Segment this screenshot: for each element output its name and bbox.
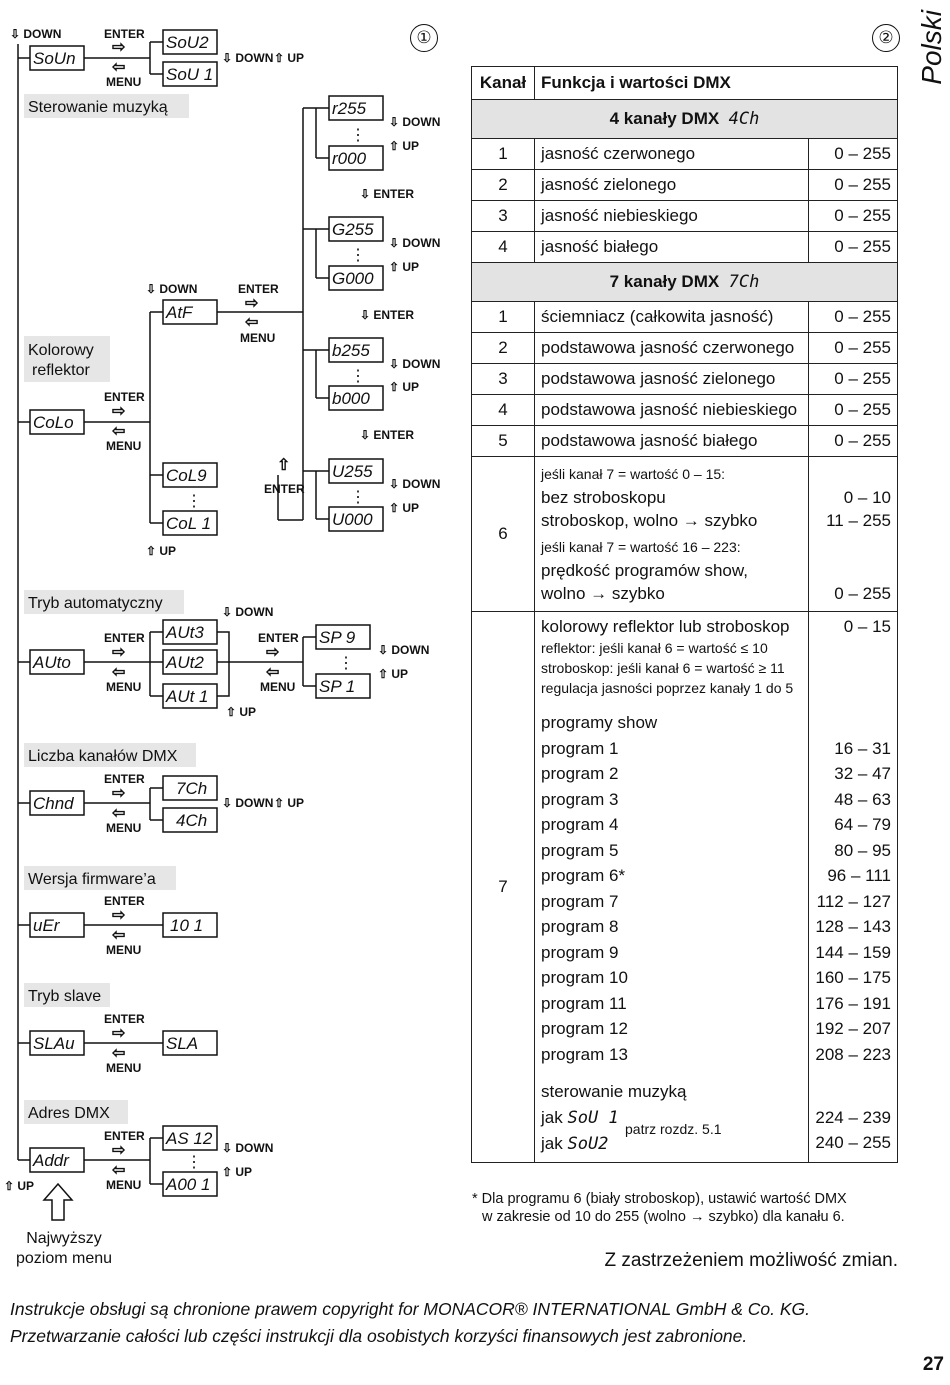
menu-arrow-icon: ⇦ bbox=[266, 664, 280, 681]
menu-arrow-icon: ⇦ bbox=[112, 423, 126, 440]
up-key-label: ⇧ UP bbox=[222, 1165, 253, 1179]
lcd-sou1: SoU 1 bbox=[166, 65, 214, 84]
enter-arrow-icon: ⇨ bbox=[112, 644, 126, 661]
table-row: 2 jasność zielonego 0 – 255 bbox=[472, 170, 898, 201]
header-function: Funkcja i wartości DMX bbox=[535, 67, 898, 100]
menu-key-label: MENU bbox=[106, 439, 142, 453]
enter-key-label: ENTER bbox=[104, 1129, 145, 1143]
menu-arrow-icon: ⇦ bbox=[112, 59, 126, 76]
up-key-label: ⇧ UP bbox=[274, 51, 305, 65]
program-name: program 10 bbox=[541, 968, 628, 987]
enter-key-label: ENTER bbox=[104, 27, 145, 41]
section-slave-label: Tryb slave bbox=[28, 988, 102, 1005]
lcd-soun: SoUn bbox=[33, 49, 76, 68]
group-4-channels: 4 kanały DMX 4Ch bbox=[472, 100, 898, 139]
enter-arrow-icon: ⇨ bbox=[266, 644, 280, 661]
enter-key-label: ENTER bbox=[104, 772, 145, 786]
enter-key-label: ENTER bbox=[238, 282, 279, 296]
down-key-label: ⇩ DOWN bbox=[378, 643, 430, 657]
section-music-label: Sterowanie muzyką bbox=[28, 99, 168, 116]
program-value: 160 – 175 bbox=[815, 968, 891, 987]
panel-1-number: ① bbox=[410, 24, 438, 52]
menu-arrow-icon: ⇦ bbox=[112, 805, 126, 822]
menu-key-label: MENU bbox=[106, 821, 142, 835]
down-key-label: ⇩ DOWN bbox=[389, 236, 441, 250]
program-value: 16 – 31 bbox=[834, 738, 891, 758]
menu-key-label: MENU bbox=[106, 1178, 142, 1192]
lcd-col9: CoL9 bbox=[166, 466, 207, 485]
ellipsis: ⋮ bbox=[186, 493, 202, 510]
language-label: Polski bbox=[916, 10, 947, 85]
table-row: 3 jasność niebieskiego 0 – 255 bbox=[472, 201, 898, 232]
down-enter-label: ⇩ ENTER bbox=[360, 308, 415, 322]
enter-key-label: ENTER bbox=[258, 631, 299, 645]
table-row: 3 podstawowa jasność zielonego 0 – 255 bbox=[472, 364, 898, 395]
enter-arrow-icon: ⇨ bbox=[112, 785, 126, 802]
program-name: program 11 bbox=[541, 993, 627, 1013]
footnote: * Dla programu 6 (biały stroboskop), ustawić wartość DMX w zakresie od 10 do 255 (wolno → szybko) dla kanału 6. bbox=[472, 1191, 847, 1225]
ellipsis: ⋮ bbox=[350, 247, 366, 264]
program-value: 80 – 95 bbox=[834, 840, 891, 860]
up-arrow-icon: ⇧ bbox=[277, 457, 291, 474]
down-enter-label: ⇩ ENTER bbox=[360, 428, 415, 442]
program-value: 176 – 191 bbox=[815, 993, 891, 1013]
table-row: 5 podstawowa jasność białego 0 – 255 bbox=[472, 426, 898, 457]
program-name: program 7 bbox=[541, 891, 619, 911]
panel-2-number: ② bbox=[872, 24, 900, 52]
section-color-label-2: reflektor bbox=[32, 362, 90, 379]
lcd-sla: SLA bbox=[166, 1034, 199, 1053]
ellipsis: ⋮ bbox=[338, 655, 354, 672]
table-row: 1 jasność czerwonego 0 – 255 bbox=[472, 139, 898, 170]
menu-arrow-icon: ⇦ bbox=[245, 314, 259, 331]
changes-notice: Z zastrzeżeniem możliwość zmian. bbox=[604, 1250, 898, 1271]
ellipsis: ⋮ bbox=[350, 127, 366, 144]
program-name: program 6* bbox=[541, 866, 626, 885]
menu-arrow-icon: ⇦ bbox=[112, 1162, 126, 1179]
lcd-g000: G000 bbox=[332, 269, 374, 288]
program-value: 192 – 207 bbox=[815, 1019, 891, 1038]
program-name: program 8 bbox=[541, 917, 619, 936]
section-channels-label: Liczba kanałów DMX bbox=[28, 748, 178, 765]
down-key-label: ⇩ DOWN bbox=[10, 27, 62, 41]
up-key-label: ⇧ UP bbox=[378, 667, 409, 681]
lcd-u000: U000 bbox=[332, 510, 373, 529]
program-value: 64 – 79 bbox=[834, 815, 891, 834]
program-name: program 5 bbox=[541, 840, 619, 860]
down-key-label: ⇩ DOWN bbox=[222, 605, 274, 619]
program-name: program 9 bbox=[541, 942, 619, 962]
program-name: program 3 bbox=[541, 789, 619, 809]
enter-key-label: ENTER bbox=[104, 894, 145, 908]
program-name: program 2 bbox=[541, 764, 619, 783]
top-level-label: Najwyższy bbox=[26, 1230, 102, 1247]
enter-arrow-icon: ⇨ bbox=[112, 39, 126, 56]
lcd-7ch: 7Ch bbox=[176, 779, 208, 798]
menu-key-label: MENU bbox=[106, 680, 142, 694]
lcd-addr: Addr bbox=[33, 1151, 69, 1170]
lcd-sp1: SP 1 bbox=[319, 677, 356, 696]
program-name: program 4 bbox=[541, 815, 619, 834]
lcd-chnd: Chnd bbox=[33, 794, 74, 813]
up-key-label: ⇧ UP bbox=[226, 705, 257, 719]
up-key-label: ⇧ UP bbox=[389, 380, 420, 394]
program-name: program 13 bbox=[541, 1044, 628, 1064]
menu-key-label: MENU bbox=[240, 331, 276, 345]
menu-arrow-icon: ⇦ bbox=[112, 664, 126, 681]
lcd-auto: AUto bbox=[33, 653, 71, 672]
lcd-colo: CoLo bbox=[33, 413, 74, 432]
menu-key-label: MENU bbox=[106, 75, 142, 89]
lcd-aut1: AUt 1 bbox=[166, 687, 209, 706]
top-level-arrow-icon bbox=[44, 1184, 72, 1220]
program-value: 144 – 159 bbox=[815, 942, 891, 962]
enter-key-label: ENTER bbox=[104, 1012, 145, 1026]
lcd-uer: uEr bbox=[33, 916, 60, 935]
top-level-label-2: poziom menu bbox=[15, 1250, 113, 1267]
program-value: 112 – 127 bbox=[816, 891, 891, 911]
lcd-b000: b000 bbox=[332, 389, 370, 408]
lcd-aut2: AUt2 bbox=[166, 653, 204, 672]
menu-key-label: MENU bbox=[106, 943, 142, 957]
lcd-r000: r000 bbox=[332, 149, 367, 168]
up-key-label: ⇧ UP bbox=[389, 501, 420, 515]
ellipsis: ⋮ bbox=[350, 368, 366, 385]
enter-arrow-icon: ⇨ bbox=[112, 907, 126, 924]
table-row: 4 jasność białego 0 – 255 bbox=[472, 232, 898, 263]
up-key-label: ⇧ UP bbox=[146, 544, 177, 558]
lcd-sp9: SP 9 bbox=[319, 628, 356, 647]
ellipsis: ⋮ bbox=[350, 489, 366, 506]
section-auto-label: Tryb automatyczny bbox=[28, 595, 163, 612]
menu-structure-diagram bbox=[0, 0, 460, 1290]
copyright-notice: Instrukcje obsługi są chronione prawem copyright for MONACOR® INTERNATIONAL GmbH & Co. KG. Przetwarzanie całości lub części instrukcji dla osobistych korzyści finansowych jest zabronione. bbox=[10, 1299, 811, 1346]
program-value: 96 – 111 bbox=[827, 866, 891, 885]
lcd-u255: U255 bbox=[332, 462, 373, 481]
down-key-label: ⇩ DOWN bbox=[222, 51, 274, 65]
lcd-aut3: AUt3 bbox=[166, 623, 204, 642]
down-key-label: ⇩ DOWN bbox=[222, 796, 274, 810]
lcd-a001: A00 1 bbox=[166, 1175, 211, 1194]
up-key-label: ⇧ UP bbox=[4, 1179, 35, 1193]
table-row: 4 podstawowa jasność niebieskiego 0 – 255 bbox=[472, 395, 898, 426]
enter-arrow-icon: ⇨ bbox=[112, 1142, 126, 1159]
up-key-label: ⇧ UP bbox=[274, 796, 305, 810]
program-value: 48 – 63 bbox=[834, 789, 891, 809]
menu-arrow-icon: ⇦ bbox=[112, 927, 126, 944]
lcd-b255: b255 bbox=[332, 341, 370, 360]
table-row-channel-7: 7 kolorowy reflektor lub stroboskop reflektor: jeśli kanał 6 = wartość ≤ 10 stroboskop: jeśli kanał 6 = wartość ≥ 11 regulacja jasności poprzez kanały 1 do 5 programy show program 1 program 2 program 3 program 4 program 5 program 6* program 7 program 8 program 9 program 10 program 11 program 12 program 13 sterowanie muzyką jak SoU 1 patrz rozdz. 5.1 jak SoU2 0 – 15 16 – 31 32 – 47 48 – 63 64 – 79 80 – 95 96 – 111 112 – 127 128 – 143 144 – 159 160 – 175 176 – 191 192 – 207 208 – 223 224 – 239 240 – 255 bbox=[472, 612, 898, 1163]
down-key-label: ⇩ DOWN bbox=[146, 282, 198, 296]
chapter-reference: patrz rozdz. 5.1 bbox=[625, 1120, 722, 1137]
group-7-channels: 7 kanały DMX 7Ch bbox=[472, 263, 898, 302]
table-row: 1 ściemniacz (całkowita jasność) 0 – 255 bbox=[472, 302, 898, 333]
section-color-label: Kolorowy bbox=[28, 342, 94, 359]
menu-key-label: MENU bbox=[106, 1061, 142, 1075]
enter-arrow-icon: ⇨ bbox=[112, 1025, 126, 1042]
program-value: 208 – 223 bbox=[815, 1044, 891, 1064]
page-number: 27 bbox=[922, 1354, 944, 1375]
up-key-label: ⇧ UP bbox=[389, 139, 420, 153]
program-name: program 12 bbox=[541, 1019, 628, 1038]
down-key-label: ⇩ DOWN bbox=[389, 357, 441, 371]
down-enter-label: ⇩ ENTER bbox=[360, 187, 415, 201]
menu-arrow-icon: ⇦ bbox=[112, 1045, 126, 1062]
enter-arrow-icon: ⇨ bbox=[245, 295, 259, 312]
program-value: 32 – 47 bbox=[834, 764, 891, 783]
program-value: 128 – 143 bbox=[815, 917, 891, 936]
dmx-function-table bbox=[471, 66, 898, 1163]
menu-key-label: MENU bbox=[260, 680, 296, 694]
table-row-channel-6: 6 jeśli kanał 7 = wartość 0 – 15: bez stroboskopu stroboskop, wolno → szybko jeśli kanał 7 = wartość 16 – 223: prędkość programów show, wolno → szybko 0 – 10 11 – 255 0 – 255 bbox=[472, 457, 898, 612]
lcd-as12: AS 12 bbox=[166, 1129, 213, 1148]
lcd-sou2: SoU2 bbox=[166, 33, 209, 52]
lcd-g255: G255 bbox=[332, 220, 374, 239]
lcd-atf: AtF bbox=[166, 303, 193, 322]
enter-arrow-icon: ⇨ bbox=[112, 403, 126, 420]
table-row: 2 podstawowa jasność czerwonego 0 – 255 bbox=[472, 333, 898, 364]
enter-key-label: ENTER bbox=[264, 482, 305, 496]
up-key-label: ⇧ UP bbox=[389, 260, 420, 274]
header-channel: Kanał bbox=[472, 67, 535, 100]
down-key-label: ⇩ DOWN bbox=[389, 115, 441, 129]
section-address-label: Adres DMX bbox=[28, 1105, 110, 1122]
lcd-4ch: 4Ch bbox=[176, 811, 208, 830]
down-key-label: ⇩ DOWN bbox=[389, 477, 441, 491]
program-name: program 1 bbox=[541, 738, 619, 758]
ellipsis: ⋮ bbox=[186, 1154, 202, 1171]
section-firmware-label: Wersja firmware’a bbox=[28, 871, 156, 888]
enter-key-label: ENTER bbox=[104, 390, 145, 404]
down-key-label: ⇩ DOWN bbox=[222, 1141, 274, 1155]
lcd-slav: SLAu bbox=[33, 1034, 75, 1053]
enter-key-label: ENTER bbox=[104, 631, 145, 645]
lcd-r255: r255 bbox=[332, 99, 367, 118]
lcd-col1: CoL 1 bbox=[166, 514, 212, 533]
lcd-version: 10 1 bbox=[170, 916, 204, 935]
